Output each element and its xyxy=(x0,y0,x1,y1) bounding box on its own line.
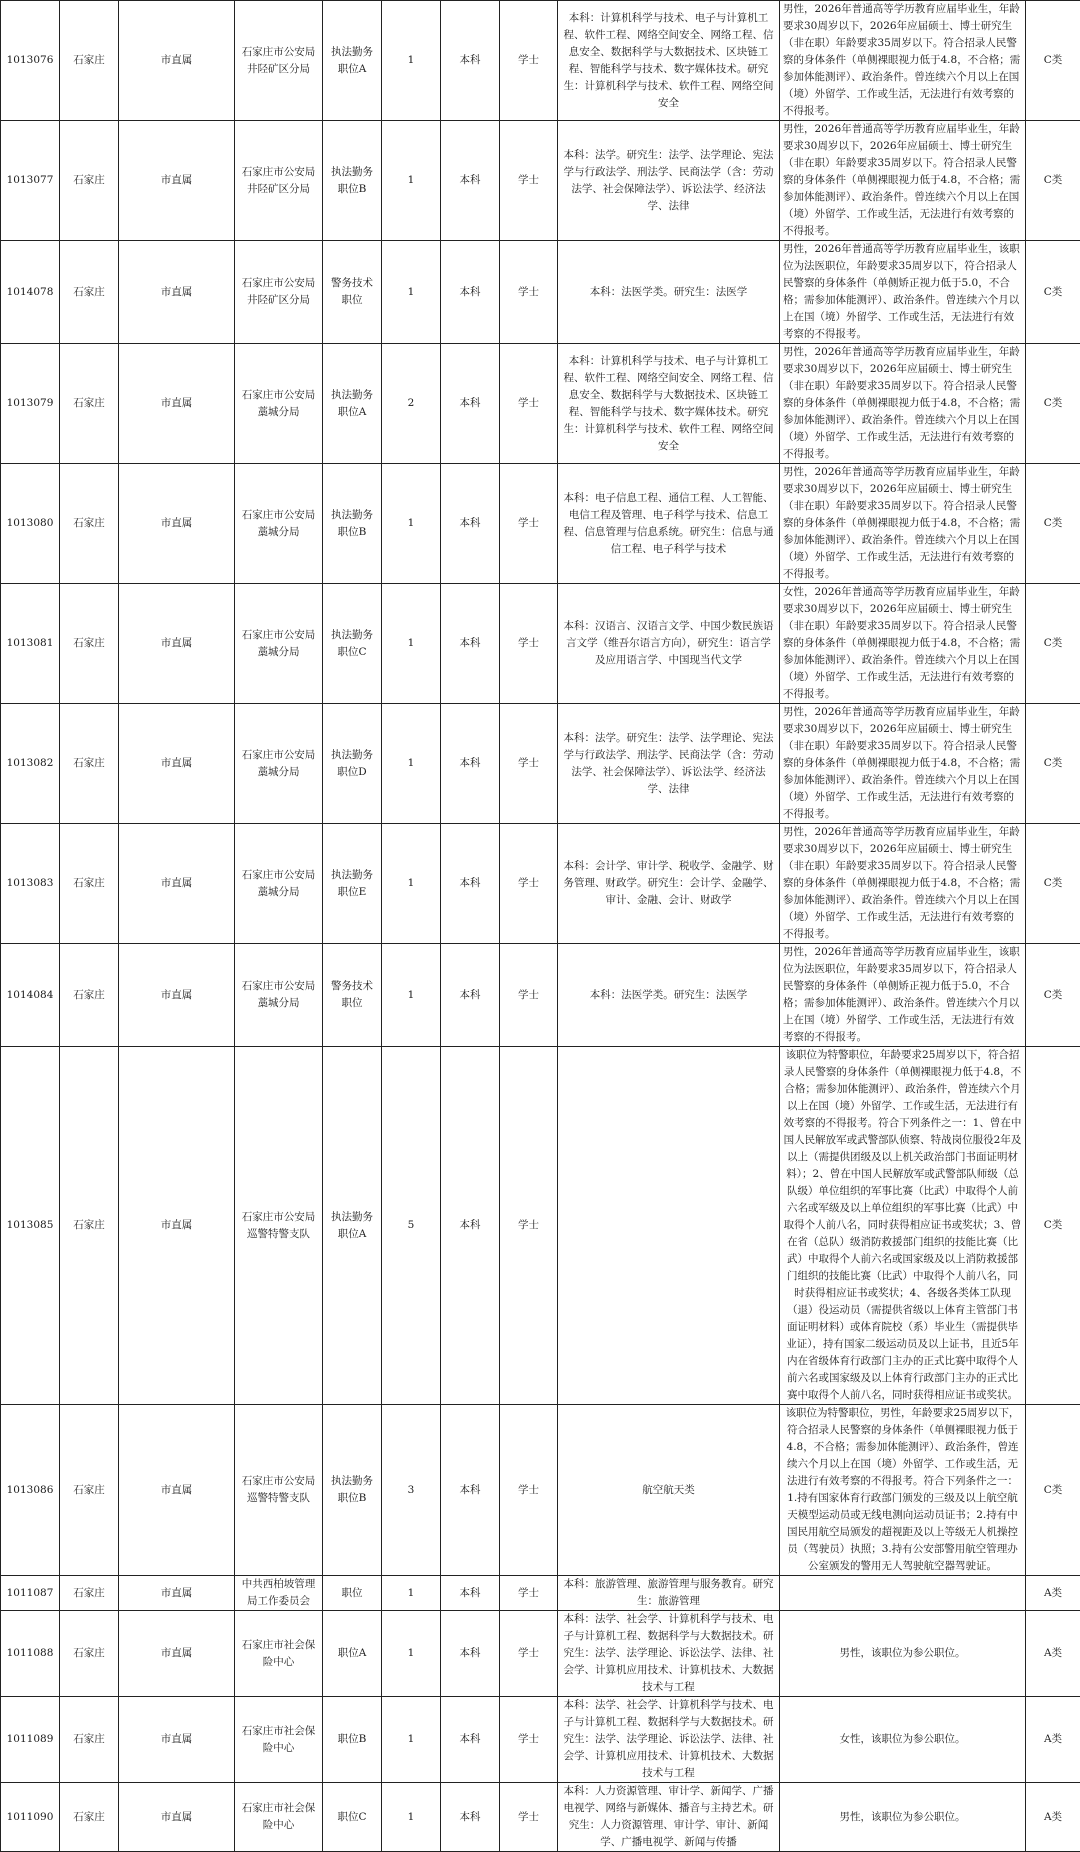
table-row xyxy=(1,944,1080,1047)
city-cell: 石家庄 xyxy=(60,704,119,824)
category-cell: A类 xyxy=(1026,1576,1080,1611)
requirements-cell xyxy=(780,1576,1026,1611)
department-cell: 石家庄市公安局井陉矿区分局 xyxy=(235,241,323,344)
headcount-cell: 1 xyxy=(382,704,441,824)
position-code-cell: 1013080 xyxy=(1,464,60,584)
city-cell: 石家庄 xyxy=(60,1,119,121)
position-name-cell: 执法勤务职位C xyxy=(323,584,382,704)
category-cell: C类 xyxy=(1026,824,1080,944)
category-cell: C类 xyxy=(1026,1047,1080,1405)
department-cell: 石家庄市公安局藁城分局 xyxy=(235,584,323,704)
table-row xyxy=(1,824,1080,944)
education-cell: 本科 xyxy=(441,1047,500,1405)
requirements-cell: 女性，该职位为参公职位。 xyxy=(780,1697,1026,1783)
city-cell: 石家庄 xyxy=(60,344,119,464)
table-row xyxy=(1,1697,1080,1783)
table-row xyxy=(1,1,1080,121)
position-name-cell: 职位C xyxy=(323,1783,382,1852)
position-name-cell: 执法勤务职位B xyxy=(323,121,382,241)
department-cell: 石家庄市公安局藁城分局 xyxy=(235,464,323,584)
major-cell: 本科：汉语言、汉语言文学、中国少数民族语言文学（维吾尔语言方向），研究生：语言学及应用语言学、中国现当代文学 xyxy=(558,584,780,704)
city-cell: 石家庄 xyxy=(60,241,119,344)
category-cell: C类 xyxy=(1026,1,1080,121)
position-name-cell: 执法勤务职位D xyxy=(323,704,382,824)
position-name-cell: 执法勤务职位A xyxy=(323,1,382,121)
major-cell: 本科：法医学类。研究生：法医学 xyxy=(558,944,780,1047)
city-cell: 石家庄 xyxy=(60,584,119,704)
major-cell: 本科：会计学、审计学、税收学、金融学、财务管理、财政学。研究生：会计学、金融学、审计、金融、会计、财政学 xyxy=(558,824,780,944)
requirements-cell: 男性，2026年普通高等学历教育应届毕业生，年龄要求30周岁以下，2026年应届硕士、博士研究生（非在职）年龄要求35周岁以下。符合招录人民警察的身体条件（单侧裸眼视力低于4.8，不合格；需参加体能测评）、政治条件。曾连续六个月以上在国（境）外留学、工作或生活，无法进行有效考察的不得报考。 xyxy=(780,121,1026,241)
position-name-cell: 执法勤务职位B xyxy=(323,464,382,584)
position-code-cell: 1013081 xyxy=(1,584,60,704)
department-cell: 石家庄市社会保险中心 xyxy=(235,1783,323,1852)
level-cell: 市直属 xyxy=(119,584,235,704)
table-row xyxy=(1,464,1080,584)
level-cell: 市直属 xyxy=(119,1405,235,1576)
job-table-body xyxy=(1,1,1080,1852)
position-name-cell: 职位A xyxy=(323,1611,382,1697)
requirements-cell: 男性，该职位为参公职位。 xyxy=(780,1611,1026,1697)
position-name-cell: 警务技术职位 xyxy=(323,944,382,1047)
degree-cell: 学士 xyxy=(500,121,558,241)
education-cell: 本科 xyxy=(441,944,500,1047)
major-cell: 本科：计算机科学与技术、电子与计算机工程、软件工程、网络空间安全、网络工程、信息安全、数据科学与大数据技术、区块链工程、智能科学与技术、数字媒体技术。研究生：计算机科学与技术、软件工程、网络空间安全 xyxy=(558,1,780,121)
requirements-cell: 男性，2026年普通高等学历教育应届毕业生，该职位为法医职位，年龄要求35周岁以下，符合招录人民警察的身体条件（单侧矫正视力低于5.0，不合格；需参加体能测评）、政治条件。曾连续六个月以上在国（境）外留学、工作或生活，无法进行有效考察的不得报考。 xyxy=(780,944,1026,1047)
city-cell: 石家庄 xyxy=(60,1611,119,1697)
education-cell: 本科 xyxy=(441,824,500,944)
level-cell: 市直属 xyxy=(119,944,235,1047)
level-cell: 市直属 xyxy=(119,1047,235,1405)
table-row xyxy=(1,1047,1080,1405)
requirements-cell: 女性，2026年普通高等学历教育应届毕业生，年龄要求30周岁以下，2026年应届硕士、博士研究生（非在职）年龄要求35周岁以下。符合招录人民警察的身体条件（单侧裸眼视力低于4.8，不合格；需参加体能测评）、政治条件。曾连续六个月以上在国（境）外留学、工作或生活，无法进行有效考察的不得报考。 xyxy=(780,584,1026,704)
category-cell: C类 xyxy=(1026,584,1080,704)
headcount-cell: 1 xyxy=(382,1697,441,1783)
position-name-cell: 执法勤务职位A xyxy=(323,344,382,464)
major-cell: 本科：法学。研究生：法学、法学理论、宪法学与行政法学、刑法学、民商法学（含：劳动法学、社会保障法学）、诉讼法学、经济法学、法律 xyxy=(558,121,780,241)
department-cell: 石家庄市公安局巡警特警支队 xyxy=(235,1047,323,1405)
department-cell: 石家庄市公安局巡警特警支队 xyxy=(235,1405,323,1576)
degree-cell: 学士 xyxy=(500,344,558,464)
position-name-cell: 职位 xyxy=(323,1576,382,1611)
major-cell: 本科：人力资源管理、审计学、新闻学、广播电视学、网络与新媒体、播音与主持艺术。研究生：人力资源管理、审计学、审计、新闻学、广播电视学、新闻与传播 xyxy=(558,1783,780,1852)
requirements-cell: 男性，该职位为参公职位。 xyxy=(780,1783,1026,1852)
department-cell: 石家庄市公安局藁城分局 xyxy=(235,704,323,824)
level-cell: 市直属 xyxy=(119,1697,235,1783)
category-cell: A类 xyxy=(1026,1783,1080,1852)
position-name-cell: 警务技术职位 xyxy=(323,241,382,344)
level-cell: 市直属 xyxy=(119,1,235,121)
table-row xyxy=(1,1405,1080,1576)
major-cell: 本科：电子信息工程、通信工程、人工智能、电信工程及管理、电子科学与技术、信息工程、信息管理与信息系统。研究生：信息与通信工程、电子科学与技术 xyxy=(558,464,780,584)
level-cell: 市直属 xyxy=(119,241,235,344)
degree-cell: 学士 xyxy=(500,1405,558,1576)
education-cell: 本科 xyxy=(441,584,500,704)
headcount-cell: 1 xyxy=(382,584,441,704)
headcount-cell: 1 xyxy=(382,464,441,584)
position-code-cell: 1013079 xyxy=(1,344,60,464)
requirements-cell: 男性，2026年普通高等学历教育应届毕业生，年龄要求30周岁以下，2026年应届硕士、博士研究生（非在职）年龄要求35周岁以下。符合招录人民警察的身体条件（单侧裸眼视力低于4.8，不合格；需参加体能测评）、政治条件。曾连续六个月以上在国（境）外留学、工作或生活，无法进行有效考察的不得报考。 xyxy=(780,344,1026,464)
education-cell: 本科 xyxy=(441,344,500,464)
department-cell: 石家庄市公安局藁城分局 xyxy=(235,944,323,1047)
table-row xyxy=(1,241,1080,344)
degree-cell: 学士 xyxy=(500,1576,558,1611)
level-cell: 市直属 xyxy=(119,344,235,464)
category-cell: A类 xyxy=(1026,1697,1080,1783)
city-cell: 石家庄 xyxy=(60,1576,119,1611)
education-cell: 本科 xyxy=(441,1697,500,1783)
education-cell: 本科 xyxy=(441,1576,500,1611)
category-cell: A类 xyxy=(1026,1611,1080,1697)
requirements-cell: 男性，2026年普通高等学历教育应届毕业生，该职位为法医职位，年龄要求35周岁以下，符合招录人民警察的身体条件（单侧矫正视力低于5.0，不合格；需参加体能测评）、政治条件。曾连续六个月以上在国（境）外留学、工作或生活，无法进行有效考察的不得报考。 xyxy=(780,241,1026,344)
position-code-cell: 1013085 xyxy=(1,1047,60,1405)
requirements-cell: 男性，2026年普通高等学历教育应届毕业生，年龄要求30周岁以下，2026年应届硕士、博士研究生（非在职）年龄要求35周岁以下。符合招录人民警察的身体条件（单侧裸眼视力低于4.8，不合格；需参加体能测评）、政治条件。曾连续六个月以上在国（境）外留学、工作或生活，无法进行有效考察的不得报考。 xyxy=(780,464,1026,584)
position-name-cell: 执法勤务职位B xyxy=(323,1405,382,1576)
category-cell: C类 xyxy=(1026,944,1080,1047)
requirements-cell: 该职位为特警职位，男性，年龄要求25周岁以下，符合招录人民警察的身体条件（单侧裸眼视力低于4.8，不合格；需参加体能测评）、政治条件，曾连续六个月以上在国（境）外留学、工作或生活，无法进行有效考察的不得报考。符合下列条件之一：1.持有国家体育行政部门颁发的三级及以上航空航天模型运动员或无线电测向运动员证书；2.持有中国民用航空局颁发的超视距及以上等级无人机操控员（驾驶员）执照；3.持有公安部警用航空管理办公室颁发的警用无人驾驶航空器驾驶证。 xyxy=(780,1405,1026,1576)
city-cell: 石家庄 xyxy=(60,1697,119,1783)
level-cell: 市直属 xyxy=(119,1576,235,1611)
position-name-cell: 执法勤务职位A xyxy=(323,1047,382,1405)
headcount-cell: 1 xyxy=(382,824,441,944)
position-code-cell: 1013086 xyxy=(1,1405,60,1576)
category-cell: C类 xyxy=(1026,1405,1080,1576)
category-cell: C类 xyxy=(1026,464,1080,584)
degree-cell: 学士 xyxy=(500,1697,558,1783)
degree-cell: 学士 xyxy=(500,584,558,704)
table-row xyxy=(1,584,1080,704)
level-cell: 市直属 xyxy=(119,1783,235,1852)
degree-cell: 学士 xyxy=(500,241,558,344)
position-code-cell: 1014084 xyxy=(1,944,60,1047)
department-cell: 石家庄市社会保险中心 xyxy=(235,1697,323,1783)
level-cell: 市直属 xyxy=(119,121,235,241)
position-code-cell: 1013076 xyxy=(1,1,60,121)
degree-cell: 学士 xyxy=(500,1047,558,1405)
position-code-cell: 1013082 xyxy=(1,704,60,824)
education-cell: 本科 xyxy=(441,1783,500,1852)
requirements-cell: 该职位为特警职位，年龄要求25周岁以下，符合招录人民警察的身体条件（单侧裸眼视力低于4.8，不合格；需参加体能测评）、政治条件，曾连续六个月以上在国（境）外留学、工作或生活，无法进行有效考察的不得报考。符合下列条件之一：1、曾在中国人民解放军或武警部队侦察、特战岗位服役2年及以上（需提供团级及以上机关政治部门书面证明材料）；2、曾在中国人民解放军或武警部队师级（总队级）单位组织的军事比赛（比武）中取得个人前六名或军级及以上单位组织的军事比赛（比武）中取得个人前八名，同时获得相应证书或奖状；3、曾在省（总队）级消防救援部门组织的技能比赛（比武）中取得个人前六名或国家级及以上消防救援部门组织的技能比赛（比武）中取得个人前八名，同时获得相应证书或奖状；4、各级各类体工队现（退）役运动员（需提供省级以上体育主管部门书面证明材料）或体育院校（系）毕业生（需提供毕业证），持有国家二级运动员及以上证书，且近5年内在省级体育行政部门主办的正式比赛中取得个人前六名或国家级及以上体育行政部门主办的正式比赛中取得个人前八名，同时获得相应证书或奖状。 xyxy=(780,1047,1026,1405)
position-code-cell: 1011089 xyxy=(1,1697,60,1783)
headcount-cell: 2 xyxy=(382,344,441,464)
requirements-cell: 男性，2026年普通高等学历教育应届毕业生，年龄要求30周岁以下，2026年应届硕士、博士研究生（非在职）年龄要求35周岁以下。符合招录人民警察的身体条件（单侧裸眼视力低于4.8，不合格；需参加体能测评）、政治条件。曾连续六个月以上在国（境）外留学、工作或生活，无法进行有效考察的不得报考。 xyxy=(780,1,1026,121)
city-cell: 石家庄 xyxy=(60,944,119,1047)
major-cell: 航空航天类 xyxy=(558,1405,780,1576)
education-cell: 本科 xyxy=(441,121,500,241)
degree-cell: 学士 xyxy=(500,464,558,584)
headcount-cell: 1 xyxy=(382,121,441,241)
category-cell: C类 xyxy=(1026,344,1080,464)
category-cell: C类 xyxy=(1026,704,1080,824)
table-row xyxy=(1,121,1080,241)
education-cell: 本科 xyxy=(441,704,500,824)
headcount-cell: 1 xyxy=(382,1611,441,1697)
major-cell: 本科：法医学类。研究生：法医学 xyxy=(558,241,780,344)
headcount-cell: 3 xyxy=(382,1405,441,1576)
city-cell: 石家庄 xyxy=(60,121,119,241)
position-name-cell: 职位B xyxy=(323,1697,382,1783)
department-cell: 石家庄市社会保险中心 xyxy=(235,1611,323,1697)
table-row xyxy=(1,1783,1080,1852)
education-cell: 本科 xyxy=(441,1,500,121)
position-name-cell: 执法勤务职位E xyxy=(323,824,382,944)
headcount-cell: 1 xyxy=(382,1576,441,1611)
headcount-cell: 1 xyxy=(382,241,441,344)
level-cell: 市直属 xyxy=(119,824,235,944)
table-row xyxy=(1,1576,1080,1611)
headcount-cell: 1 xyxy=(382,1783,441,1852)
major-cell xyxy=(558,1047,780,1405)
degree-cell: 学士 xyxy=(500,704,558,824)
table-row xyxy=(1,1611,1080,1697)
degree-cell: 学士 xyxy=(500,944,558,1047)
level-cell: 市直属 xyxy=(119,464,235,584)
education-cell: 本科 xyxy=(441,1611,500,1697)
degree-cell: 学士 xyxy=(500,1783,558,1852)
city-cell: 石家庄 xyxy=(60,1405,119,1576)
position-code-cell: 1011087 xyxy=(1,1576,60,1611)
position-code-cell: 1011088 xyxy=(1,1611,60,1697)
position-code-cell: 1014078 xyxy=(1,241,60,344)
department-cell: 石家庄市公安局藁城分局 xyxy=(235,344,323,464)
level-cell: 市直属 xyxy=(119,1611,235,1697)
education-cell: 本科 xyxy=(441,241,500,344)
department-cell: 中共西柏坡管理局工作委员会 xyxy=(235,1576,323,1611)
position-code-cell: 1011090 xyxy=(1,1783,60,1852)
requirements-cell: 男性，2026年普通高等学历教育应届毕业生，年龄要求30周岁以下，2026年应届硕士、博士研究生（非在职）年龄要求35周岁以下。符合招录人民警察的身体条件（单侧裸眼视力低于4.8，不合格；需参加体能测评）、政治条件。曾连续六个月以上在国（境）外留学、工作或生活，无法进行有效考察的不得报考。 xyxy=(780,824,1026,944)
table-row xyxy=(1,704,1080,824)
category-cell: C类 xyxy=(1026,241,1080,344)
position-code-cell: 1013083 xyxy=(1,824,60,944)
city-cell: 石家庄 xyxy=(60,464,119,584)
major-cell: 本科：法学、社会学、计算机科学与技术、电子与计算机工程、数据科学与大数据技术。研究生：法学、法学理论、诉讼法学、法律、社会学、计算机应用技术、计算机技术、大数据技术与工程 xyxy=(558,1611,780,1697)
headcount-cell: 5 xyxy=(382,1047,441,1405)
city-cell: 石家庄 xyxy=(60,1047,119,1405)
major-cell: 本科：旅游管理、旅游管理与服务教育。研究生：旅游管理 xyxy=(558,1576,780,1611)
city-cell: 石家庄 xyxy=(60,824,119,944)
major-cell: 本科：法学。研究生：法学、法学理论、宪法学与行政法学、刑法学、民商法学（含：劳动法学、社会保障法学）、诉讼法学、经济法学、法律 xyxy=(558,704,780,824)
table-row xyxy=(1,344,1080,464)
education-cell: 本科 xyxy=(441,1405,500,1576)
degree-cell: 学士 xyxy=(500,1611,558,1697)
requirements-cell: 男性，2026年普通高等学历教育应届毕业生，年龄要求30周岁以下，2026年应届硕士、博士研究生（非在职）年龄要求35周岁以下。符合招录人民警察的身体条件（单侧裸眼视力低于4.8，不合格；需参加体能测评）、政治条件。曾连续六个月以上在国（境）外留学、工作或生活，无法进行有效考察的不得报考。 xyxy=(780,704,1026,824)
city-cell: 石家庄 xyxy=(60,1783,119,1852)
headcount-cell: 1 xyxy=(382,944,441,1047)
level-cell: 市直属 xyxy=(119,704,235,824)
major-cell: 本科：法学、社会学、计算机科学与技术、电子与计算机工程、数据科学与大数据技术。研究生：法学、法学理论、诉讼法学、法律、社会学、计算机应用技术、计算机技术、大数据技术与工程 xyxy=(558,1697,780,1783)
degree-cell: 学士 xyxy=(500,1,558,121)
major-cell: 本科：计算机科学与技术、电子与计算机工程、软件工程、网络空间安全、网络工程、信息安全、数据科学与大数据技术、区块链工程、智能科学与技术、数字媒体技术。研究生：计算机科学与技术、软件工程、网络空间安全 xyxy=(558,344,780,464)
department-cell: 石家庄市公安局井陉矿区分局 xyxy=(235,1,323,121)
department-cell: 石家庄市公安局藁城分局 xyxy=(235,824,323,944)
category-cell: C类 xyxy=(1026,121,1080,241)
headcount-cell: 1 xyxy=(382,1,441,121)
degree-cell: 学士 xyxy=(500,824,558,944)
education-cell: 本科 xyxy=(441,464,500,584)
department-cell: 石家庄市公安局井陉矿区分局 xyxy=(235,121,323,241)
position-code-cell: 1013077 xyxy=(1,121,60,241)
